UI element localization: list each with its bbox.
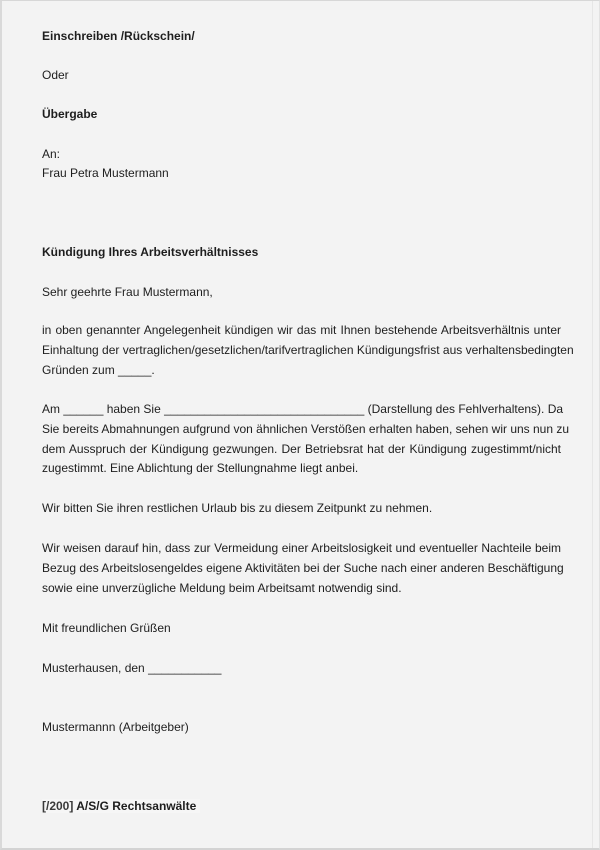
closing: Mit freundlichen Grüßen [42,621,171,635]
paragraph-misconduct [42,400,570,479]
paragraph-line: Gründen zum _____. [42,362,155,377]
footer-reference: [/200] [42,799,74,813]
salutation: Sehr geehrte Frau Mustermann, [42,285,213,299]
recipient-label: An: [42,147,61,161]
footer-firm [42,799,200,813]
paragraph-line: Am ______ haben Sie ______________________________ (Darstellung des Fehlverhaltens). Da [42,402,564,416]
paragraph-unemployment-notice [42,539,564,598]
subject-line: Kündigung Ihres Arbeitsverhältnisses [42,245,259,259]
delivery-method-handover: Übergabe [42,107,98,121]
paragraph-line: in oben genannter Angelegenheit kündigen wir das mit Ihnen bestehende Arbeitsverhältnis unter [42,323,561,337]
delivery-method-registered: Einschreiben /Rückschein/ [42,29,195,43]
recipient-name: Frau Petra Mustermann [42,166,169,180]
paragraph-line: sowie eine unverzügliche Meldung beim Arbeitsamt notwendig sind. [42,580,402,595]
place-date: Musterhausen, den ___________ [42,661,222,675]
paragraph-line: Bezug des Arbeitslosengeldes eigene Aktivitäten bei der Suche nach einer anderen Beschäftigung [42,560,564,575]
signature: Mustermannn (Arbeitgeber) [42,720,189,734]
paragraph-line: Wir bitten Sie ihren restlichen Urlaub bis zu diesem Zeitpunkt zu nehmen. [42,501,433,515]
paragraph-line: Sie bereits Abmahnungen aufgrund von ähnlichen Verstößen erhalten haben, sehen wir uns nun zu [42,421,570,436]
paragraph-vacation [42,499,561,519]
paragraph-line: Einhaltung der vertraglichen/gesetzlichen/tarifvertraglichen Kündigungsfrist aus verhaltensbedingten [42,342,574,357]
paragraph-line: zugestimmt. Eine Ablichtung der Stellungnahme liegt anbei. [42,461,359,476]
delivery-or: Oder [42,68,69,82]
paragraph-termination [42,321,574,380]
paragraph-line: Wir weisen darauf hin, dass zur Vermeidung einer Arbeitslosigkeit und eventueller Nachteile beim [42,541,561,555]
footer-firm-name: A/S/G Rechtsanwälte [76,799,197,813]
paragraph-line: dem Ausspruch der Kündigung gezwungen. Der Betriebsrat hat der Kündigung zugestimmt/nicht [42,441,561,456]
